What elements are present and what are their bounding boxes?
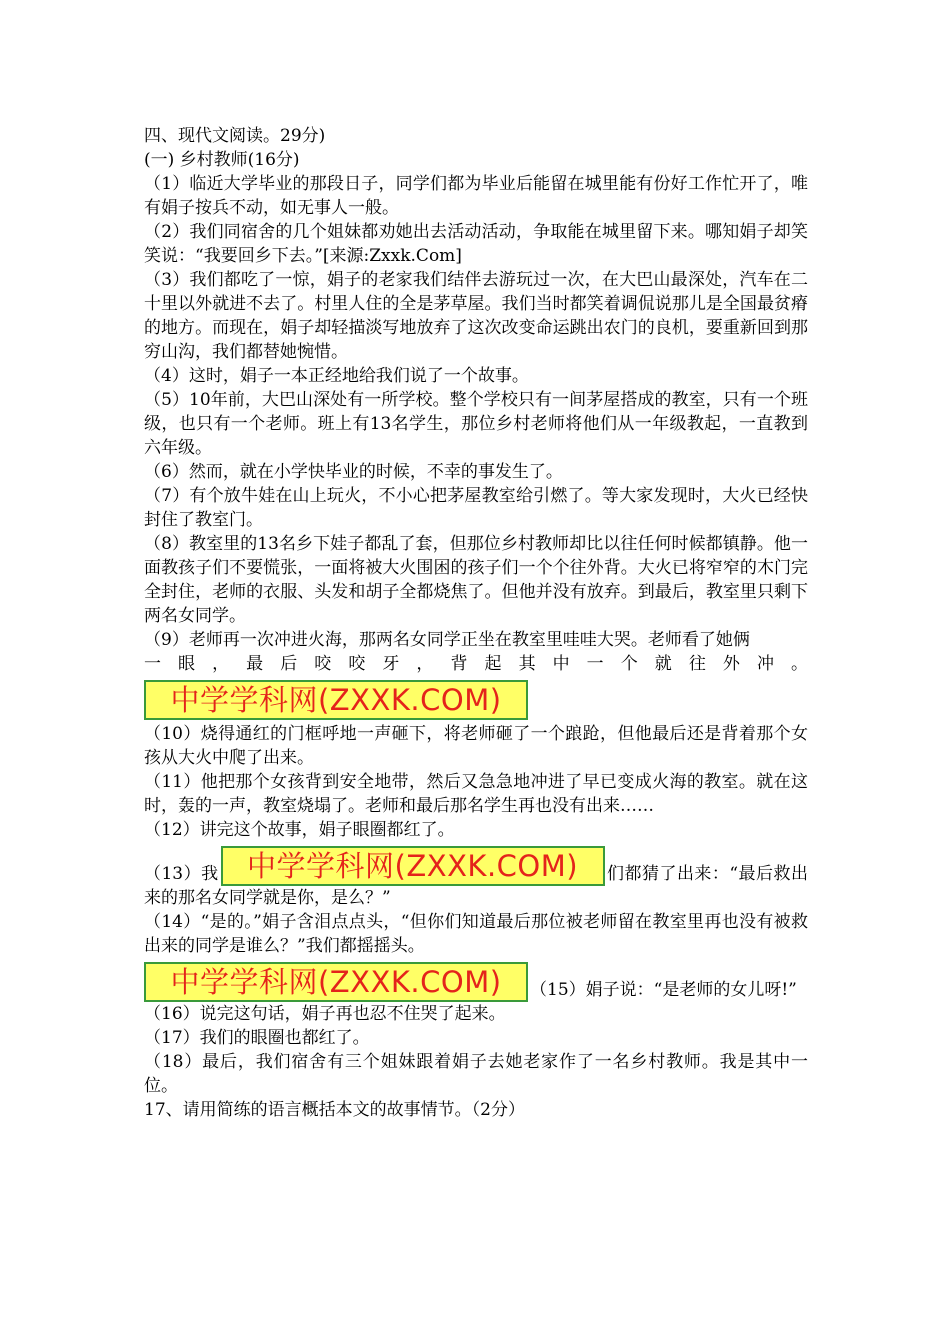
- document-page: [144, 124, 808, 1122]
- watermark-banner: 中学学科网(ZXXK.COM): [221, 846, 605, 886]
- paragraph-18: （18）最后，我们宿舍有三个姐妹跟着娟子去她老家作了一名乡村教师。我是其中一位。: [144, 1052, 808, 1096]
- paragraph-9-line-1: （9）老师再一次冲进火海，那两名女同学正坐在教室里哇哇大哭。老师看了她俩: [144, 630, 750, 650]
- paragraph-4: （4）这时，娟子一本正经地给我们说了一个故事。: [144, 366, 529, 386]
- paragraph-6: （6）然而，就在小学快毕业的时候，不幸的事发生了。: [144, 462, 563, 482]
- paragraph-11: （11）他把那个女孩背到安全地带，然后又急急地冲进了早已变成火海的教室。就在这时，轰的一声，教室烧塌了。老师和最后那名学生再也没有出来……: [144, 772, 808, 816]
- paragraph-8: （8）教室里的13名乡下娃子都乱了套，但那位乡村教师却比以往任何时候都镇静。他一面教孩子们不要慌张，一面将被大火围困的孩子们一个个往外背。大火已将窄窄的木门完全封住，老师的衣服、头发和胡子全都烧焦了。但他并没有放弃。到最后，教室里只剩下两名女同学。: [144, 534, 808, 626]
- paragraph-13-rest: 们都猜了出来：“最后救出来的那名女同学就是你，是么？”: [144, 864, 808, 908]
- watermark-banner: 中学学科网(ZXXK.COM): [144, 680, 528, 720]
- paragraph-15: （15）娟子说：“是老师的女儿呀!”: [530, 980, 797, 1000]
- paragraph-3: （3）我们都吃了一惊，娟子的老家我们结伴去游玩过一次，在大巴山最深处，汽车在二十里以外就进不去了。村里人住的全是茅草屋。我们当时都笑着调侃说那儿是全国最贫瘠的地方。而现在，娟子却轻描淡写地放弃了这次改变命运跳出农门的良机，要重新回到那穷山沟，我们都替她惋惜。: [144, 270, 808, 362]
- question-17: 17、请用简练的语言概括本文的故事情节。（2分）: [144, 1100, 525, 1120]
- passage-title: (一) 乡村教师(16分): [144, 150, 300, 170]
- section-title: 四、现代文阅读。29分): [144, 126, 326, 146]
- paragraph-17: （17）我们的眼圈也都红了。: [144, 1028, 370, 1048]
- paragraph-1: （1）临近大学毕业的那段日子，同学们都为毕业后能留在城里能有份好工作忙开了，唯有娟子按兵不动，如无事人一般。: [144, 174, 808, 218]
- paragraph-10: （10）烧得通红的门框呼地一声砸下，将老师砸了一个踉跄，但他最后还是背着那个女孩从大火中爬了出来。: [144, 724, 808, 768]
- paragraph-5: （5）10年前，大巴山深处有一所学校。整个学校只有一间茅屋搭成的教室，只有一个班级，也只有一个老师。班上有13名学生，那位乡村老师将他们从一年级教起，一直教到六年级。: [144, 390, 808, 458]
- paragraph-13-start: （13）我: [144, 864, 219, 884]
- paragraph-16: （16）说完这句话，娟子再也忍不住哭了起来。: [144, 1004, 506, 1024]
- paragraph-15-block: [144, 962, 808, 1002]
- paragraph-14: （14）“是的。”娟子含泪点点头，“但你们知道最后那位被老师留在教室里再也没有被救出来的同学是谁么？”我们都摇摇头。: [144, 912, 808, 956]
- paragraph-12: （12）讲完这个故事，娟子眼圈都红了。: [144, 820, 455, 840]
- paragraph-7: （7）有个放牛娃在山上玩火，不小心把茅屋教室给引燃了。等大家发现时，大火已经快封住了教室门。: [144, 486, 808, 530]
- paragraph-2: （2）我们同宿舍的几个姐妹都劝她出去活动活动，争取能在城里留下来。哪知娟子却笑笑说：“我要回乡下去。”[来源:Zxxk.Com]: [144, 222, 808, 266]
- paragraph-9-line-2: 一眼，最后咬咬牙，背起其中一个就往外冲。: [144, 654, 808, 674]
- watermark-banner: 中学学科网(ZXXK.COM): [144, 962, 528, 1002]
- paragraph-13: [144, 846, 808, 910]
